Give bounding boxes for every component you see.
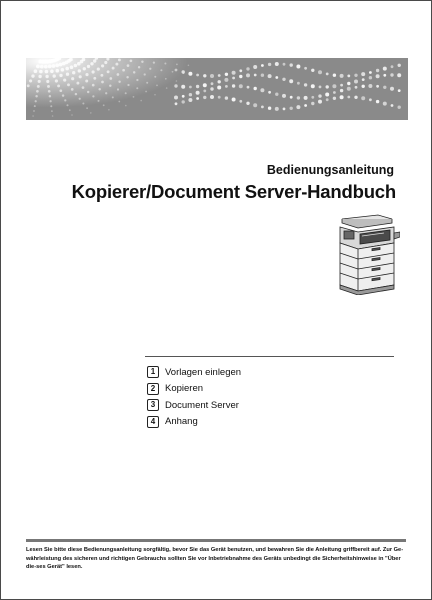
chapter-number-badge: 2 <box>147 383 159 395</box>
toc-divider <box>145 356 394 357</box>
toc-item-kopieren[interactable] <box>147 381 241 398</box>
toc-item-vorlagen[interactable] <box>147 364 241 381</box>
toc-item-label: Document Server <box>165 399 239 411</box>
document-subtitle: Bedienungsanleitung <box>266 163 394 177</box>
chapter-number-badge: 3 <box>147 399 159 411</box>
toc-item-label: Kopieren <box>165 383 204 395</box>
toc-item-label: Vorlagen einlegen <box>165 366 242 378</box>
chapter-number-badge: 4 <box>147 416 159 428</box>
copier-illustration <box>334 213 400 295</box>
safety-notice-text: Lesen Sie bitte diese Bedienungsanleitung sorgfältig, bevor Sie das Gerät benutzen, und bewahren Sie die Anleitung griffbereit auf. Zur Ge-währleistung des sicheren und richtigen Gebrauchs sollten Sie vor Inbetriebnahme des Geräts unbedingt die Sicherheitshinweise in "Über die-ses Gerät" lesen. <box>26 547 404 571</box>
footer-divider <box>26 539 406 542</box>
chapter-number-badge: 1 <box>147 366 159 378</box>
cover-banner-graphic <box>26 58 408 120</box>
toc-item-document-server[interactable] <box>147 397 241 414</box>
toc-item-anhang[interactable] <box>147 414 241 431</box>
document-title: Kopierer/Document Server-Handbuch <box>71 181 396 202</box>
toc-item-label: Anhang <box>165 416 198 428</box>
table-of-contents <box>147 364 241 430</box>
